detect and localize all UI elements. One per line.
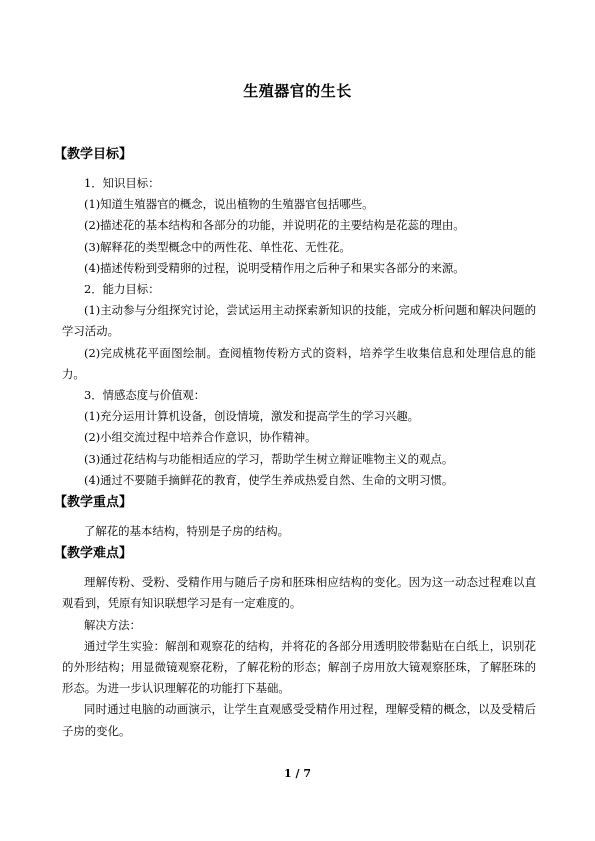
goal-line: (3)通过花结构与功能相适应的学习，帮助学生树立辩证唯物主义的观点。 bbox=[84, 451, 454, 466]
difficulty-line: 通过学生实验：解剖和观察花的结构，并将花的各部分用透明胶带黏贴在白纸上，识别花的外形结构；用显微镜观察花粉，了解花粉的形态；解剖子房用放大镜观察胚珠，了解胚珠的形态。为进一步认识理解花的功能打下基础。 bbox=[62, 638, 536, 696]
document-title: 生殖器官的生长 bbox=[243, 82, 352, 100]
goal-line: (1)知道生殖器官的概念，说出植物的生殖器官包括哪些。 bbox=[84, 197, 374, 212]
document-body bbox=[54, 143, 536, 742]
section-heading-key-points: 【教学重点】 bbox=[54, 495, 133, 511]
goal-line: 2．能力目标： bbox=[84, 282, 160, 297]
goal-line: (2)描述花的基本结构和各部分的功能，并说明花的主要结构是花蕊的理由。 bbox=[84, 218, 465, 233]
goal-line: (1)主动参与分组探究讨论，尝试运用主动探索新知识的技能，完成分析问题和解决问题的学习活动。 bbox=[62, 303, 536, 339]
difficulty-line: 同时通过电脑的动画演示，让学生直观感受受精作用过程，理解受精的概念，以及受精后子房的变化。 bbox=[62, 702, 536, 738]
section-heading-goals: 【教学目标】 bbox=[54, 147, 133, 162]
page-number: 1 / 7 bbox=[284, 767, 311, 780]
goal-line: (4)通过不要随手摘鲜花的教育，使学生养成热爱自然、生命的文明习惯。 bbox=[84, 472, 454, 487]
section-heading-difficulties: 【教学难点】 bbox=[54, 546, 133, 562]
goal-line: (2)小组交流过程中培养合作意识，协作精神。 bbox=[84, 430, 317, 445]
difficulty-line: 理解传粉、受粉、受精作用与随后子房和胚珠相应结构的变化。因为这一动态过程难以直观看到，凭原有知识联想学习是有一定难度的。 bbox=[62, 575, 536, 611]
goal-line: 1．知识目标： bbox=[84, 176, 160, 190]
goal-line: 3．情感态度与价值观： bbox=[84, 388, 206, 403]
key-point-line: 了解花的基本结构，特别是子房的结构。 bbox=[84, 524, 290, 539]
goal-line: (2)完成桃花平面图绘制。查阅植物传粉方式的资料，培养学生收集信息和处理信息的能力。 bbox=[62, 345, 536, 381]
goal-line: (3)解释花的类型概念中的两性花、单性花、无性花。 bbox=[84, 239, 351, 254]
goal-line: (1)充分运用计算机设备，创设情境，激发和提高学生的学习兴趣。 bbox=[84, 409, 420, 424]
goal-line: (4)描述传粉到受精卵的过程，说明受精作用之后种子和果实各部分的来源。 bbox=[84, 260, 465, 275]
difficulty-line: 解决方法： bbox=[84, 617, 141, 632]
